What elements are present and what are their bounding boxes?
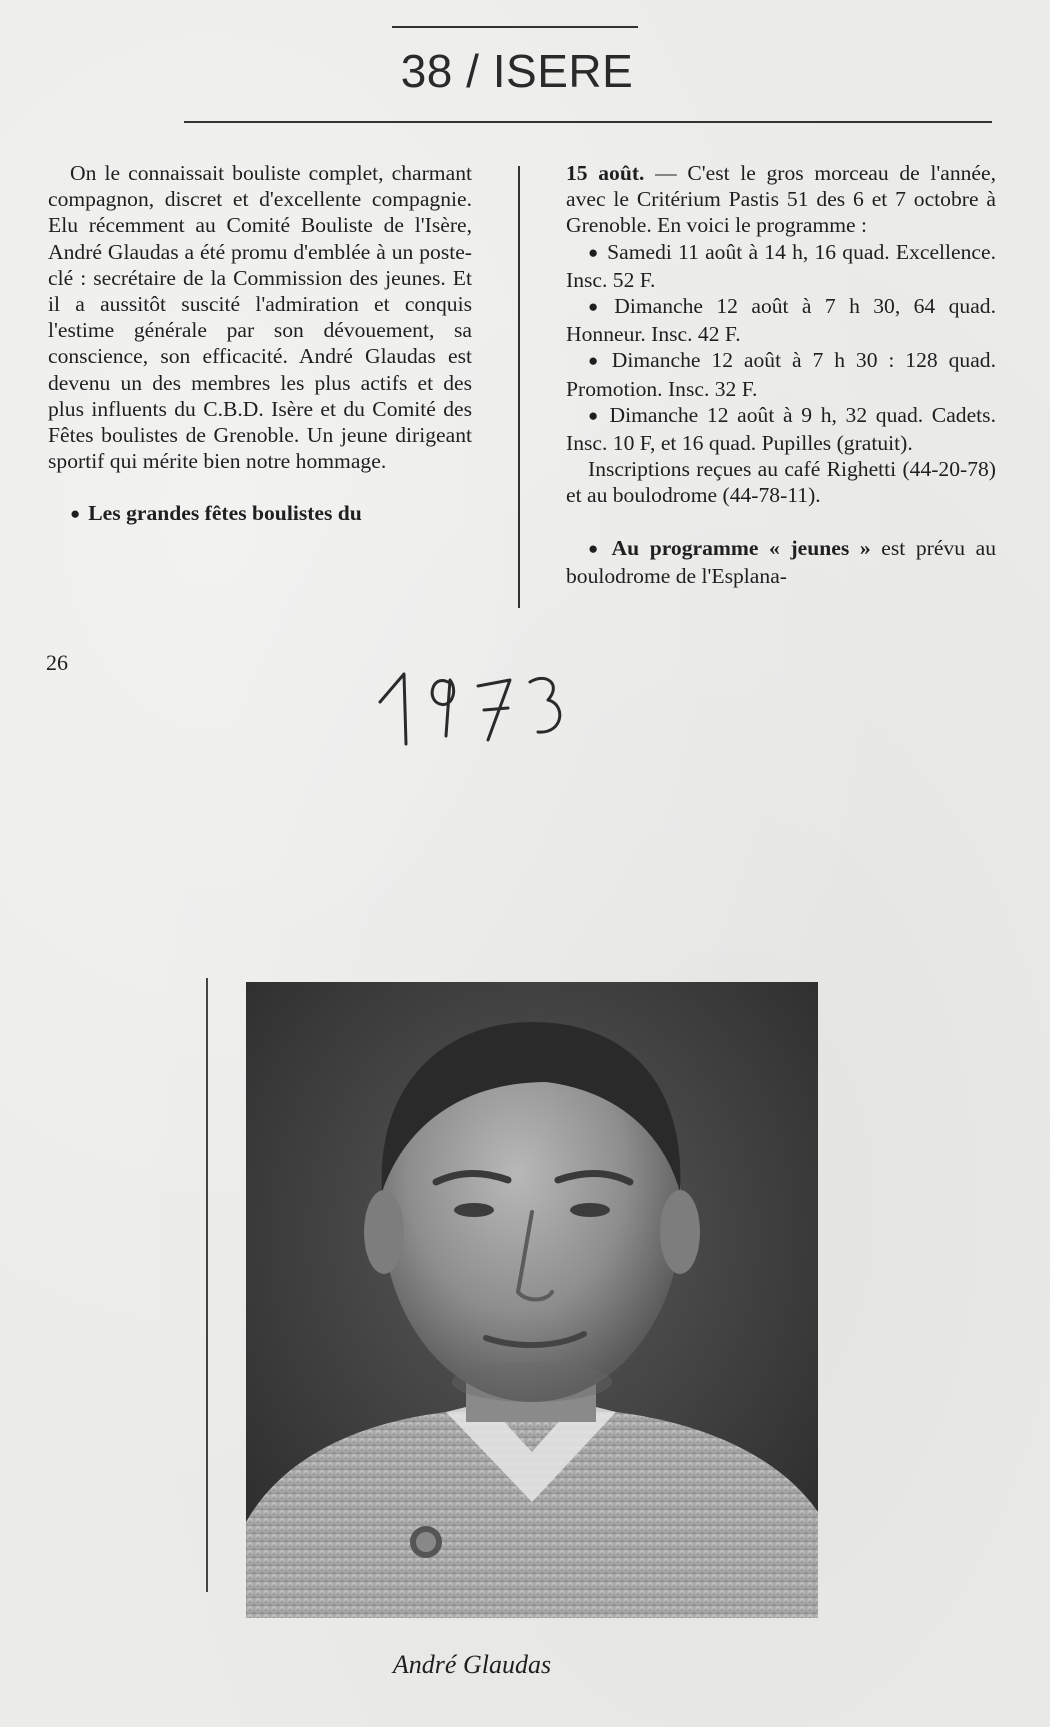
header-rule [184, 121, 992, 123]
program-intro [566, 160, 996, 239]
program-intro-text: — C'est le gros morceau de l'année, avec le Critérium Pastis 51 des 6 et 7 octobre à Grenoble. En voici le programme : [566, 161, 996, 238]
handwritten-year-annotation [370, 660, 570, 750]
article-left-column [48, 160, 472, 529]
photo-caption: André Glaudas [392, 1650, 552, 1679]
program-item: ● Samedi 11 août à 14 h, 16 quad. Excellence. Insc. 52 F. [566, 239, 996, 293]
program-item: ● Dimanche 12 août à 9 h, 32 quad. Cadets. Insc. 10 F, et 16 quad. Pupilles (gratuit). [566, 402, 996, 456]
article-right-column [566, 160, 996, 589]
program-item: ● Dimanche 12 août à 7 h 30, 64 quad. Honneur. Insc. 42 F. [566, 293, 996, 347]
header-top-rule [392, 26, 638, 28]
inscriptions-text: Inscriptions reçues au café Righetti (44-20-78) et au boulodrome (44-78-11). [566, 457, 996, 508]
photo-left-rule [206, 978, 208, 1592]
portrait-photo [246, 982, 818, 1618]
page-header-title: 38 / ISERE [400, 45, 634, 97]
date-heading: 15 août. [566, 161, 645, 185]
column-divider [518, 166, 520, 608]
youth-program [566, 535, 996, 589]
article-paragraph: On le connaissait bouliste complet, charmant compagnon, discret et d'excellente compagnie. Elu récemment au Comité Bouliste de l'Isère, André Glaudas a été promu d'emblée à un poste-clé : secrétaire de la Commission des jeunes. Et il a aussitôt suscité l'admiration et conquis l'estime générale par son dévouement, sa conscience, son efficacité. André Glaudas est devenu un des membres les plus actifs et des plus influents du C.B.D. Isère et du Comité des Fêtes boulistes de Grenoble. Un jeune dirigeant sportif qui mérite bien notre hommage. [48, 161, 472, 474]
section-heading: ● Les grandes fêtes boulistes du [48, 500, 472, 528]
program-item: ● Dimanche 12 août à 7 h 30 : 128 quad. Promotion. Insc. 32 F. [566, 347, 996, 401]
page-number: 26 [46, 650, 68, 675]
youth-program-text: est prévu au boulodrome de l'Esplana- [566, 535, 996, 588]
youth-program-heading: ● Au programme « jeunes » [588, 536, 871, 560]
